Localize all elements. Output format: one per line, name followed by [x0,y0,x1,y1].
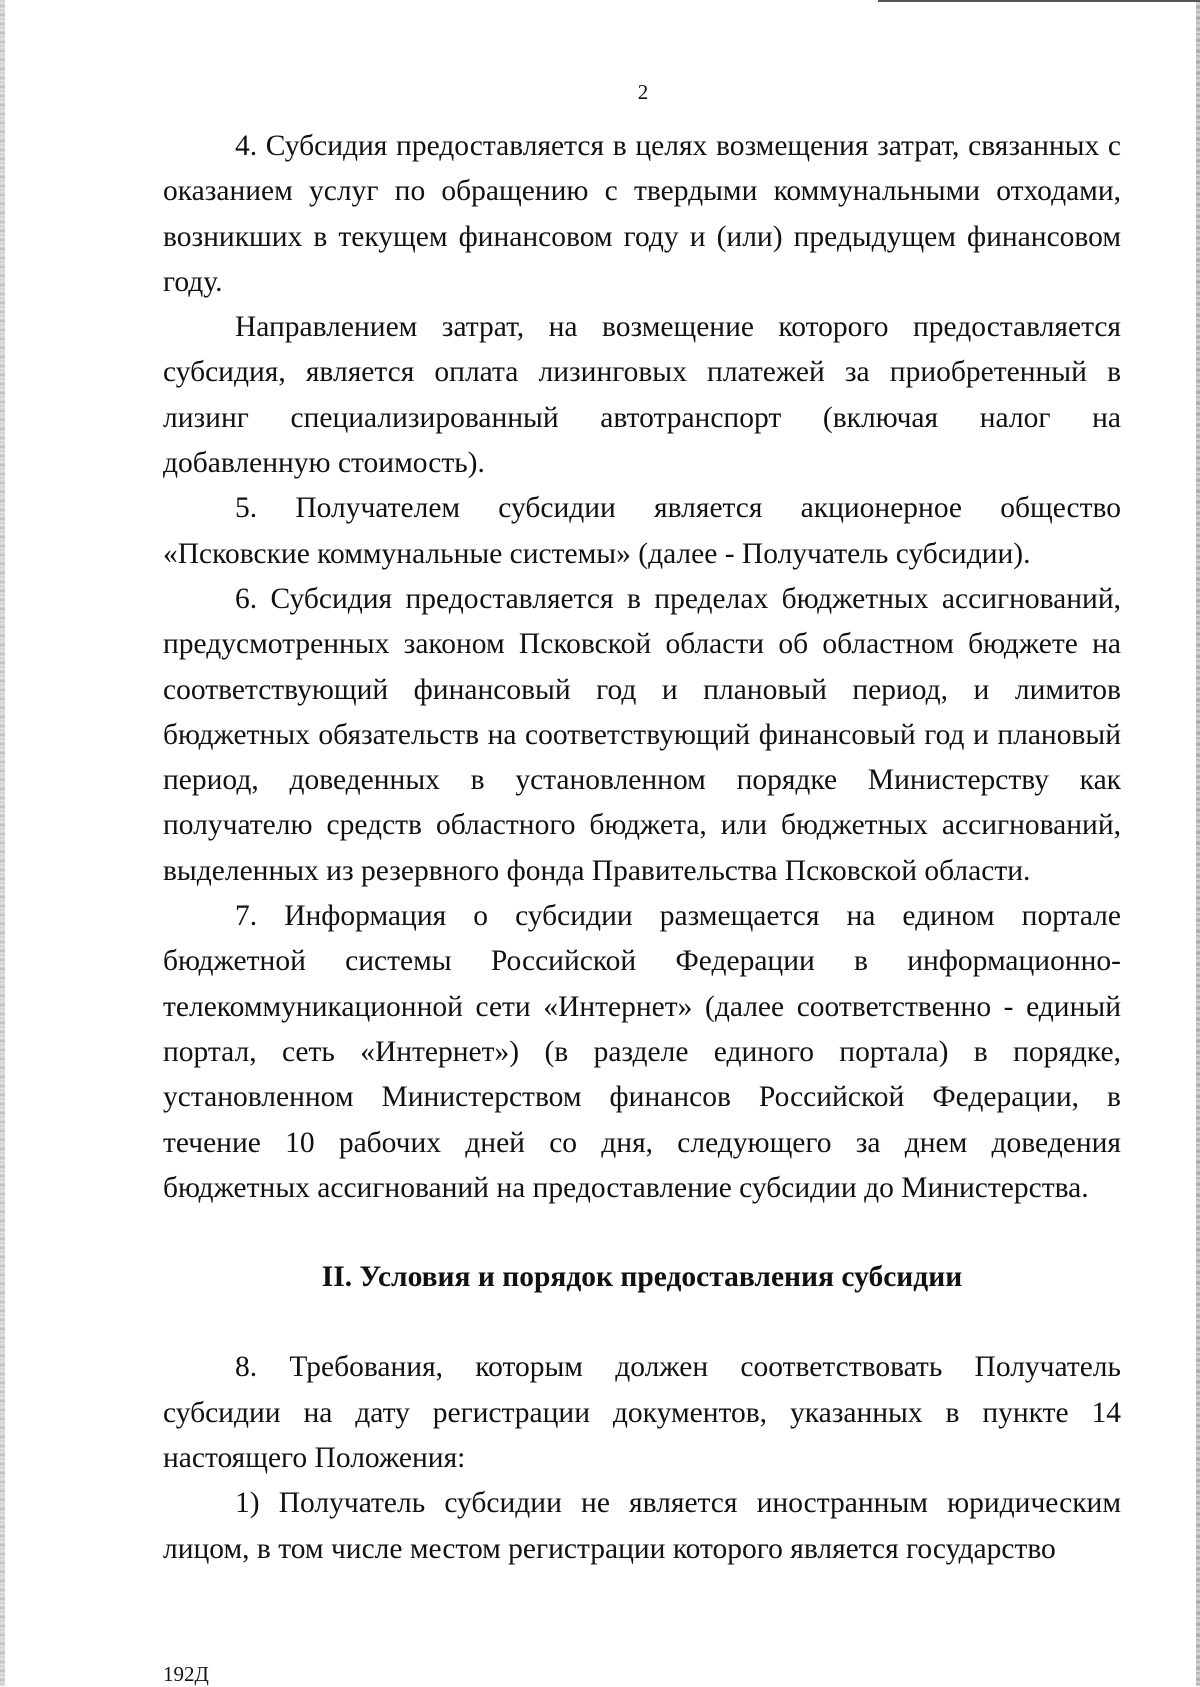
document-body [163,124,1121,1572]
scan-edge-right [1196,0,1200,1686]
paragraph-8: 8. Требования, которым должен соответствовать Получатель субсидии на дату регистрации документов, указанных в пункте 14 настоящего Положения: [163,1351,1121,1475]
footer-code: 192Д [163,1662,209,1686]
paragraph-5: 5. Получателем субсидии является акционерное общество «Псковские коммунальные системы» (далее - Получатель субсидии). [163,492,1121,570]
paragraph-7: 7. Информация о субсидии размещается на едином портале бюджетной системы Российской Федерации в информационно-телекоммуникационной сети «Интернет» (далее соответственно - единый портал, сеть «Интернет») (в разделе единого портала) в порядке, установленном Министерством финансов Российской Федерации, в течение 10 рабочих дней со дня, следующего за днем доведения бюджетных ассигнований на предоставление субсидии до Министерства. [163,900,1121,1204]
paragraph-cost-direction: Направлением затрат, на возмещение которого предоставляется субсидия, является оплата лизинговых платежей за приобретенный в лизинг специализированный автотранспорт (включая налог на добавленную стоимость). [163,311,1121,480]
page-number: 2 [637,80,649,104]
paragraph-8-item-1: 1) Получатель субсидии не является иностранным юридическим лицом, в том числе местом регистрации которого является государство [163,1487,1121,1565]
scan-edge-left [0,0,5,1686]
section-heading: II. Условия и порядок предоставления субсидии [321,1261,963,1294]
paragraph-6: 6. Субсидия предоставляется в пределах бюджетных ассигнований, предусмотренных законом Псковской области об областном бюджете на соответствующий финансовый год и плановый период, и лимитов бюджетных обязательств на соответствующий финансовый год и плановый период, доведенных в установленном порядке Министерству как получателю средств областного бюджета, или бюджетных ассигнований, выделенных из резервного фонда Правительства Псковской области. [163,582,1121,887]
paragraph-4: 4. Субсидия предоставляется в целях возмещения затрат, связанных с оказанием услуг по обращению с твердыми коммунальными отходами, возникших в текущем финансовом году и (или) предыдущем финансовом году. [163,130,1121,298]
scan-edge-top [878,0,1200,2]
